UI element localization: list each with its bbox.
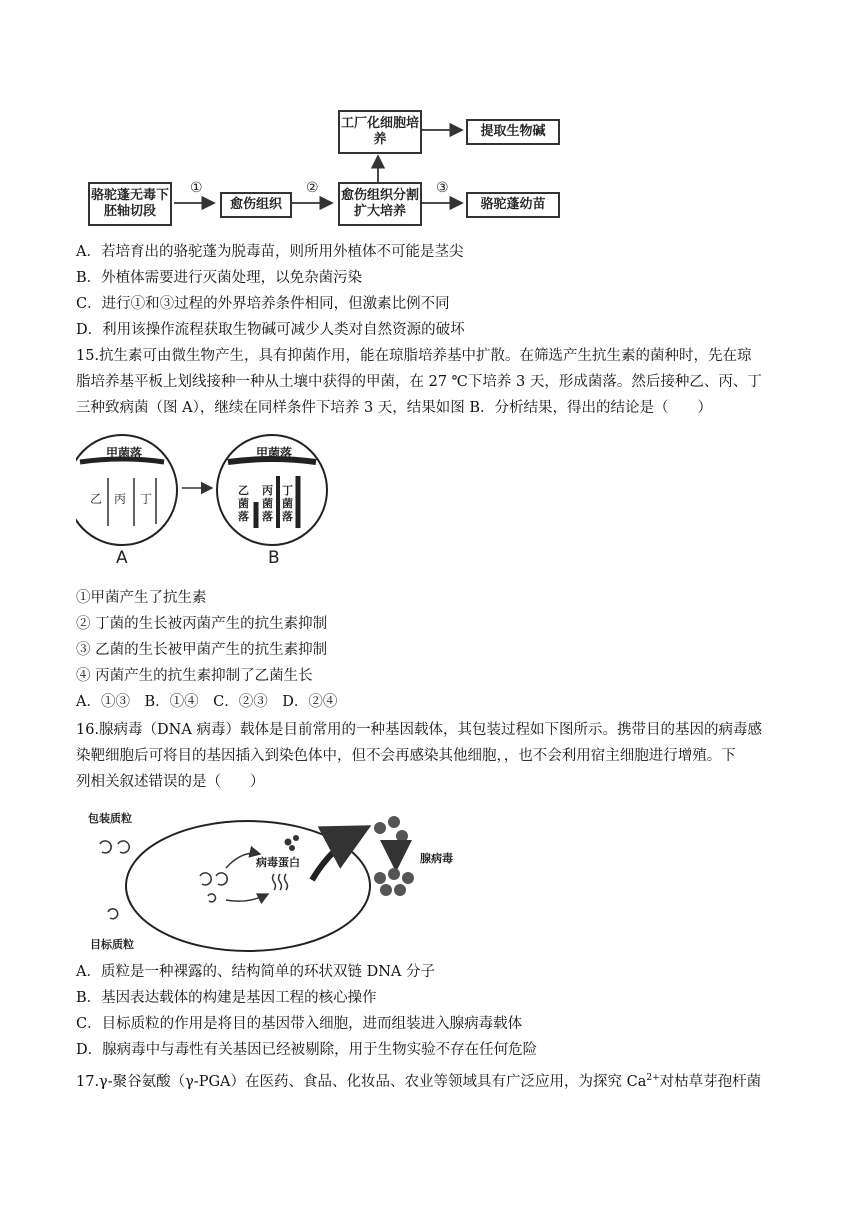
q16-option-a: A．质粒是一种裸露的、结构简单的环状双链 DNA 分子 <box>76 964 435 980</box>
adenovirus-drawing <box>76 806 476 956</box>
q16-stem-line1: 16.腺病毒（DNA 病毒）载体是目前常用的一种基因载体，其包装过程如下图所示。携带目的基因的病毒感 <box>76 722 762 738</box>
figA-bing-label: 丙 <box>114 492 127 506</box>
figB-bing-label: 丙菌落 <box>262 484 273 523</box>
figB-caption: B <box>268 548 280 568</box>
q15-statement-3: ③ 乙菌的生长被甲菌产生的抗生素抑制 <box>76 642 328 658</box>
box-callus-split: 愈伤组织分割扩大培养 <box>338 182 422 226</box>
q16-stem-line3: 列相关叙述错误的是（ ） <box>76 774 265 790</box>
adenovirus-figure <box>76 806 476 956</box>
box-seedling: 骆驼蓬幼苗 <box>466 192 560 218</box>
q15-statement-2: ② 丁菌的生长被丙菌产生的抗生素抑制 <box>76 616 328 632</box>
q14-option-d: D．利用该操作流程获取生物碱可减少人类对自然资源的破坏 <box>76 322 465 338</box>
figA-ding-label: 丁 <box>140 492 153 506</box>
adenovirus-label: 腺病毒 <box>420 852 453 865</box>
q17-stem-line1 <box>76 1068 761 1092</box>
q15-options: A．①③ B．①④ C．②③ D．②④ <box>76 694 338 710</box>
box-factory-culture: 工厂化细胞培养 <box>338 110 422 154</box>
target-plasmid-label: 目标质粒 <box>90 938 134 951</box>
figB-ding-label: 丁菌落 <box>282 484 293 523</box>
figA-caption: A <box>116 548 128 568</box>
box-explant: 骆驼蓬无毒下胚轴切段 <box>88 182 172 226</box>
figB-top-label: 甲菌落 <box>256 446 293 460</box>
figB-yi-label: 乙菌落 <box>238 484 249 523</box>
step-3-label: ③ <box>436 180 449 196</box>
virus-protein-label: 病毒蛋白 <box>256 856 300 869</box>
q16-option-c: C．目标质粒的作用是将目的基因带入细胞，进而组装进入腺病毒载体 <box>76 1016 523 1032</box>
q16-stem-line2: 染靶细胞后可将目的基因插入到染色体中，但不会再感染其他细胞，，也不会利用宿主细胞进行增殖。下 <box>76 748 736 764</box>
q15-stem-line1: 15.抗生素可由微生物产生，具有抑菌作用，能在琼脂培养基中扩散。在筛选产生抗生素的菌种时，先在琼 <box>76 348 752 364</box>
q15-statement-4: ④ 丙菌产生的抗生素抑制了乙菌生长 <box>76 668 313 684</box>
q14-option-b: B．外植体需要进行灭菌处理，以免杂菌污染 <box>76 270 363 286</box>
step-2-label: ② <box>306 180 319 196</box>
box-extract-alkaloid: 提取生物碱 <box>466 119 560 145</box>
petri-figure <box>76 432 336 574</box>
q15-stem-line2: 脂培养基平板上划线接种一种从土壤中获得的甲菌，在 27 ℃下培养 3 天，形成菌落。然后接种乙、丙、丁 <box>76 374 762 390</box>
q14-option-a: A．若培育出的骆驼蓬为脱毒苗，则所用外植体不可能是茎尖 <box>76 244 464 260</box>
q15-stem-line3: 三种致病菌（图 A），继续在同样条件下培养 3 天，结果如图 B．分析结果，得出的结论是（ ） <box>76 400 713 416</box>
q16-option-b: B．基因表达载体的构建是基因工程的核心操作 <box>76 990 377 1006</box>
figA-yi-label: 乙 <box>90 492 103 506</box>
q17-text-a: 17.γ-聚谷氨酸（γ-PGA）在医药、食品、化妆品、农业等领域具有广泛应用，为探究 Ca <box>76 1073 647 1090</box>
q17-superscript: 2+ <box>646 1073 660 1083</box>
packaging-plasmid-label: 包装质粒 <box>88 812 132 825</box>
q17-text-b: 对枯草芽孢杆菌 <box>659 1073 762 1090</box>
q16-option-d: D．腺病毒中与毒性有关基因已经被剔除，用于生物实验不存在任何危险 <box>76 1042 538 1058</box>
step-1-label: ① <box>190 180 203 196</box>
flow-diagram <box>80 100 580 230</box>
figA-top-label: 甲菌落 <box>106 446 143 460</box>
box-callus: 愈伤组织 <box>220 192 292 218</box>
q14-option-c: C．进行①和③过程的外界培养条件相同，但激素比例不同 <box>76 296 450 312</box>
q15-statement-1: ①甲菌产生了抗生素 <box>76 590 207 606</box>
